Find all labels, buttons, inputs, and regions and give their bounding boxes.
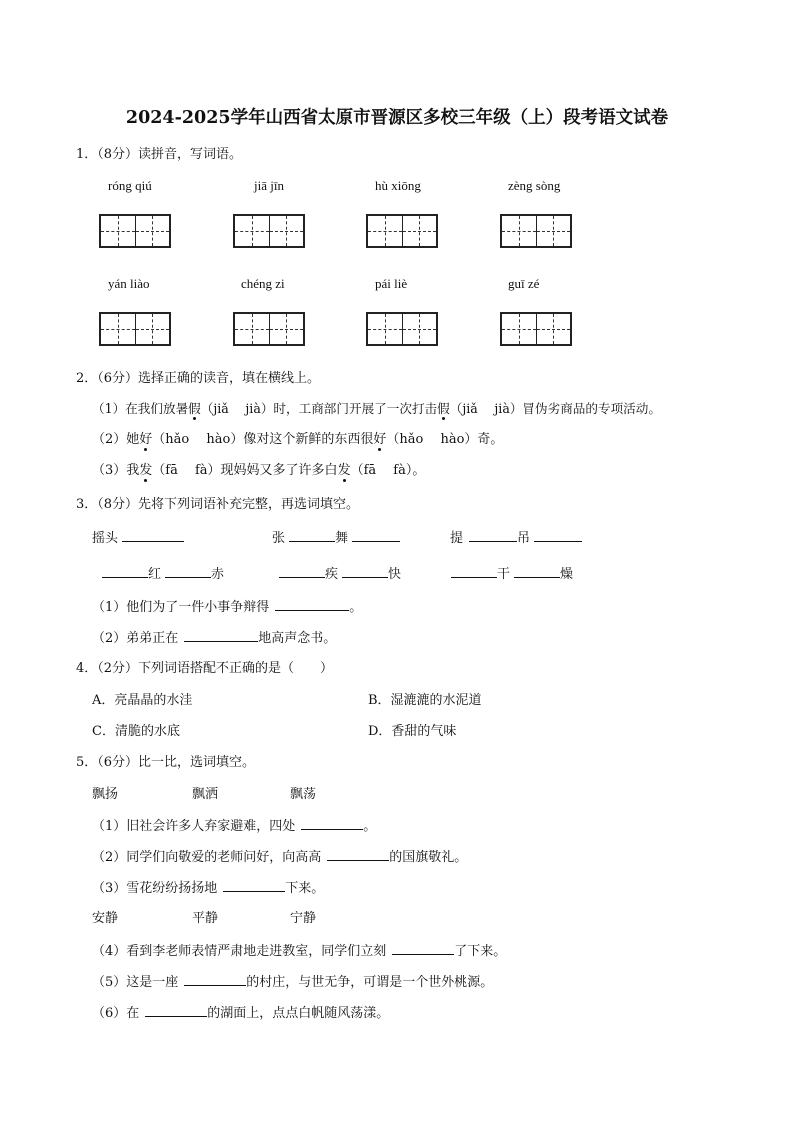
q5-fill-blank[interactable] [301,817,363,830]
q3-word-6: 干 燥 [451,565,573,584]
q4-header: 4．（2分）下列词语搭配不正确的是（ ） [76,661,334,676]
q2-sentence-2: （2）她好（hǎo hào）像对这个新鲜的东西很好（hǎo hào）奇。 [92,432,504,447]
q5-sentence-6: （6）在 的湖面上，点点白帆随风荡漾。 [92,1006,390,1021]
q1-writing-grid-1[interactable] [99,214,171,248]
q1-writing-grid-7[interactable] [366,312,438,346]
q5-sentence-4: （4）看到李老师表情严肃地走进教室，同学们立刻 了下来。 [92,944,507,959]
q5-fill-blank[interactable] [223,879,285,892]
q5-word-option: 宁静 [290,911,317,926]
q3-blank[interactable] [122,529,184,542]
q5-fill-blank[interactable] [184,973,246,986]
q4-option-b[interactable]: B．湿漉漉的水泥道 [368,693,482,708]
q3-sentence-2: （2）弟弟正在 地高声念书。 [92,631,337,646]
q1-pinyin-4: zèng sòng [508,178,561,193]
q3-word-1: 摇头 [92,529,184,548]
q3-word-5: 疾 快 [279,565,401,584]
q3-fill-blank[interactable] [184,629,258,642]
q1-pinyin-1: róng qiú [108,178,152,193]
q3-word-2: 张 舞 [272,529,400,548]
q5-sentence-1: （1）旧社会许多人弃家避难，四处 。 [92,819,377,834]
q1-writing-grid-3[interactable] [366,214,438,248]
q3-blank[interactable] [451,565,497,578]
q1-writing-grid-5[interactable] [99,312,171,346]
q1-writing-grid-2[interactable] [233,214,305,248]
q5-sentence-3: （3）雪花纷纷扬扬地 下来。 [92,881,325,896]
q3-sentence-1: （1）他们为了一件小事争辩得 。 [92,600,363,615]
q3-blank[interactable] [165,565,211,578]
q1-pinyin-7: pái liè [375,276,408,291]
q3-blank[interactable] [469,529,517,542]
q3-blank[interactable] [342,565,388,578]
q5-word-option: 飘扬 [92,787,119,802]
q5-fill-blank[interactable] [327,848,389,861]
q2-sentence-3: （3）我发（fā fà）现妈妈又多了许多白发（fā fà）。 [92,463,426,478]
q3-blank[interactable] [534,529,582,542]
q5-sentence-2: （2）同学们向敬爱的老师问好，向高高 的国旗敬礼。 [92,850,468,865]
q3-word-4: 红 赤 [102,565,224,584]
q3-word-3: 提 吊 [450,529,582,548]
q4-option-c[interactable]: C．清脆的水底 [92,724,180,739]
q5-sentence-5: （5）这是一座 的村庄，与世无争，可谓是一个世外桃源。 [92,975,494,990]
q4-option-d[interactable]: D．香甜的气味 [368,724,457,739]
q1-writing-grid-8[interactable] [500,312,572,346]
q3-blank[interactable] [352,529,400,542]
q5-fill-blank[interactable] [392,942,454,955]
q2-sentence-1: （1）在我们放暑假（jiǎ jià）时，工商部门开展了一次打击假（jiǎ jià）冒伪劣商品的专项活动。 [92,401,661,416]
page-title: 2024-2025学年山西省太原市晋源区多校三年级（上）段考语文试卷 [125,108,669,128]
q4-option-a[interactable]: A．亮晶晶的水洼 [92,693,193,708]
q1-pinyin-3: hù xiōng [375,178,421,193]
q3-blank[interactable] [514,565,560,578]
q3-header: 3．（8分）先将下列词语补充完整，再选词填空。 [76,497,360,512]
q5-word-option: 飘荡 [290,787,317,802]
q5-word-option: 飘洒 [192,787,219,802]
q1-pinyin-6: chéng zi [241,276,285,291]
q5-fill-blank[interactable] [145,1004,207,1017]
q1-pinyin-2: jiā jīn [254,178,284,193]
q1-pinyin-5: yán liào [108,276,150,291]
q1-writing-grid-4[interactable] [500,214,572,248]
q5-word-option: 平静 [192,911,219,926]
q3-blank[interactable] [279,565,325,578]
q3-blank[interactable] [289,529,335,542]
q1-writing-grid-6[interactable] [233,312,305,346]
q3-fill-blank[interactable] [275,598,349,611]
q5-word-option: 安静 [92,911,119,926]
q3-blank[interactable] [102,565,148,578]
q1-pinyin-8: guī zé [508,276,540,291]
q2-header: 2．（6分）选择正确的读音，填在横线上。 [76,371,321,386]
q1-header: 1．（8分）读拼音，写词语。 [76,147,243,162]
q5-header: 5．（6分）比一比，选词填空。 [76,755,256,770]
